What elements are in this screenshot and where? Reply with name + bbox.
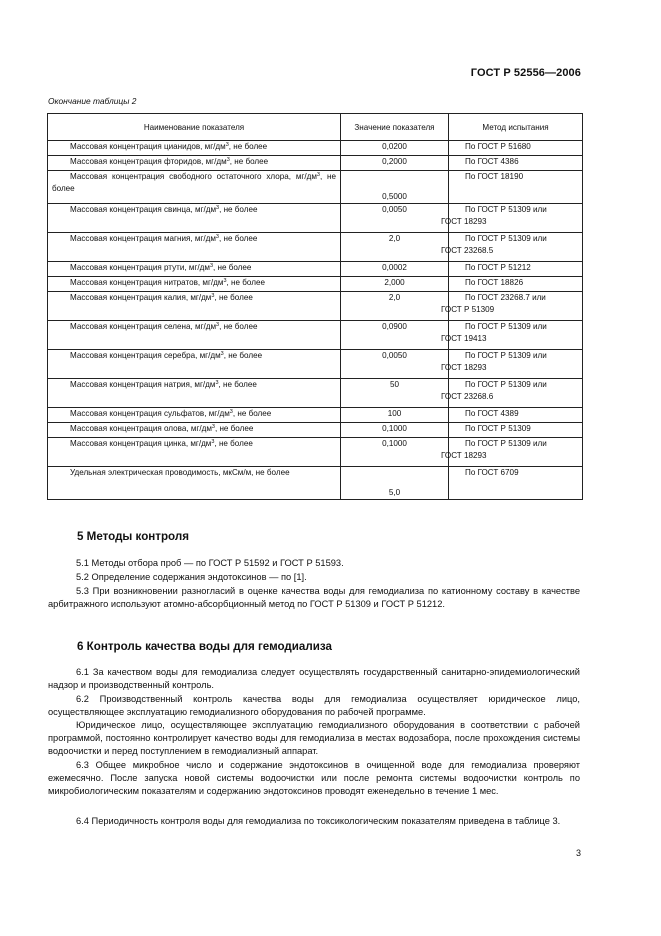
page-number: 3 [575,848,581,858]
test-method-cell [449,467,583,500]
indicator-value: 0,0002 [341,262,449,277]
test-method-cell [449,408,583,423]
indicator-value: 2,000 [341,277,449,292]
indicator-limit-suffix: , не более [214,424,254,433]
indicator-limit-suffix: , не более [218,380,257,389]
test-method-continuation: ГОСТ 18293 [441,362,487,372]
indicator-name: Массовая концентрация цинка, мг/дм [70,439,212,448]
test-method-continuation: ГОСТ 19413 [441,333,487,343]
indicator-name-cell [48,277,341,292]
indicator-value: 0,0050 [341,350,449,379]
indicator-limit-suffix: , не более [218,234,258,243]
indicator-name: Массовая концентрация селена, мг/дм [70,322,217,331]
indicator-value: 0,2000 [341,156,449,171]
table-row [48,277,583,292]
paragraph-6-2-cont: Юридическое лицо, осуществляющее эксплуатацию гемодиализного оборудования в соответствии с рабочей программой, постоянно контролирует качество воды для гемодиализа в местах водозабора, после прохождения системы водоочистки и перед поступлением в гемодиализный аппарат. [48,720,580,756]
paragraph-6-3: 6.3 Общее микробное число и содержание эндотоксинов в очищенной воде для гемодиализа проверяют ежемесячно. После запуска новой системы водоочистки или после ремонта системы водоочистки контроль по микробиологическим показателям и содержанию эндотоксинов проводят еженедельно в течение 1 мес. [48,760,580,796]
table-row [48,408,583,423]
indicator-name-cell [48,156,341,171]
table-row [48,141,583,156]
indicator-name: Массовая концентрация цианидов, мг/дм [70,142,226,151]
table-header-row [48,114,583,141]
table-row [48,292,583,321]
indicator-name-cell [48,438,341,467]
table-row [48,262,583,277]
test-method-continuation: ГОСТ 18293 [441,216,487,226]
test-method: По ГОСТ Р 51309 или [465,322,547,331]
unit-exponent: 3 [216,205,220,211]
test-method-cell [441,233,583,262]
indicator-value: 0,0200 [341,141,449,156]
column-header-value: Значение показателя [341,114,449,141]
test-method-cell [449,141,583,156]
unit-exponent: 3 [215,234,219,240]
test-method: По ГОСТ 18190 [465,172,524,181]
test-method: По ГОСТ 4386 [465,157,519,166]
test-method-cell [441,292,583,321]
table-row [48,233,583,262]
paragraph-6-4: 6.4 Периодичность контроля воды для гемодиализа по токсикологическим показателям приведена в таблице 3. [76,816,561,826]
indicator-name: Массовая концентрация магния, мг/дм [70,234,216,243]
test-method: По ГОСТ Р 51309 [465,424,531,433]
indicator-limit-suffix: , не более [219,322,258,331]
table-row [48,171,583,204]
test-method: По ГОСТ Р 51309 или [465,205,547,214]
indicator-limit-suffix: , не более [219,205,258,214]
test-method: По ГОСТ Р 51309 или [465,380,547,389]
unit-exponent: 3 [316,172,320,178]
indicator-value: 0,1000 [341,438,449,467]
indicator-limit-suffix: , не более [228,142,268,151]
test-method-cell [441,204,583,233]
table-row [48,438,583,467]
test-method-continuation: ГОСТ 18293 [441,450,487,460]
unit-exponent: 3 [216,322,220,328]
column-header-method: Метод испытания [449,114,583,141]
test-method: По ГОСТ Р 51212 [465,263,531,272]
test-method-cell [449,277,583,292]
indicator-limit-suffix: , не более [214,293,253,302]
test-method: По ГОСТ Р 51309 или [465,439,547,448]
indicator-limit-suffix: , не более [223,351,263,360]
table-row [48,379,583,408]
indicator-name-cell [48,233,341,262]
unit-exponent: 3 [211,293,215,299]
test-method: По ГОСТ 4389 [465,409,519,418]
unit-exponent: 3 [225,142,229,148]
unit-exponent: 3 [220,351,224,357]
test-method-cell [449,156,583,171]
indicator-value: 0,0900 [341,321,449,350]
test-method: По ГОСТ 23268.7 или [465,293,546,302]
test-method-cell [441,321,583,350]
unit-exponent: 3 [209,263,213,269]
indicator-name-cell [48,321,341,350]
indicator-value: 50 [341,379,449,408]
indicator-limit-suffix: , не более [229,157,269,166]
test-method-continuation: ГОСТ 23268.5 [441,245,494,255]
unit-exponent: 3 [215,380,219,386]
unit-exponent: 3 [211,424,215,430]
paragraph-6-2: 6.2 Производственный контроль качества воды для гемодиализа осуществляет юридическое лицо, осуществляющее эксплуатацию гемодиализного оборудования по рабочей программе. [48,694,580,717]
indicator-limit-suffix: , не более [232,409,272,418]
table-row [48,321,583,350]
test-method: По ГОСТ 6709 [465,468,519,477]
indicator-value: 0,1000 [341,423,449,438]
table-row [48,467,583,500]
indicator-limit-suffix: , не более [214,439,253,448]
indicator-value: 5,0 [341,467,449,500]
test-method: По ГОСТ Р 51309 или [465,234,547,243]
indicators-table [47,113,583,500]
test-method: По ГОСТ Р 51680 [465,142,531,151]
test-method-cell [449,171,583,204]
indicator-limit-suffix: , не более [226,278,265,287]
indicator-name-cell [48,292,341,321]
indicator-name: Массовая концентрация свинца, мг/дм [70,205,217,214]
column-header-name: Наименование показателя [48,114,341,141]
test-method-cell [449,423,583,438]
paragraph-5-2: 5.2 Определение содержания эндотоксинов — по [1]. [76,572,307,582]
table-body [48,141,583,500]
test-method-continuation: ГОСТ Р 51309 [441,304,495,314]
test-method-cell [449,262,583,277]
test-method: По ГОСТ 18826 [465,278,524,287]
indicator-name-cell [48,379,341,408]
indicator-value: 2,0 [341,292,449,321]
test-method: По ГОСТ Р 51309 или [465,351,547,360]
indicator-name: Массовая концентрация свободного остаточного хлора, мг/дм [70,172,317,181]
indicator-name: Массовая концентрация нитратов, мг/дм [70,278,224,287]
section-6-title: 6 Контроль качества воды для гемодиализа [77,640,332,653]
indicator-name: Массовая концентрация олова, мг/дм [70,424,212,433]
indicator-name-cell [48,141,341,156]
test-method-continuation: ГОСТ 23268.6 [441,391,494,401]
indicator-name: Массовая концентрация калия, мг/дм [70,293,212,302]
indicator-name-cell [48,262,341,277]
indicator-value: 0,0050 [341,204,449,233]
unit-exponent: 3 [229,409,233,415]
indicator-name-cell [48,350,341,379]
indicator-name-cell [48,204,341,233]
indicator-value: 0,5000 [341,171,449,204]
unit-exponent: 3 [211,439,215,445]
table-row [48,423,583,438]
indicator-name: Массовая концентрация серебра, мг/дм [70,351,221,360]
indicator-limit-suffix: , не более [52,172,337,193]
indicator-name: Массовая концентрация фторидов, мг/дм [70,157,227,166]
test-method-cell [441,379,583,408]
indicator-name-cell [48,467,341,500]
indicator-value: 2,0 [341,233,449,262]
section-5-title: 5 Методы контроля [77,530,189,543]
indicator-name-cell [48,423,341,438]
indicator-name: Массовая концентрация натрия, мг/дм [70,380,216,389]
indicator-name: Массовая концентрация ртути, мг/дм [70,263,210,272]
test-method-cell [441,438,583,467]
indicator-name: Удельная электрическая проводимость, мкСм/м, не более [70,468,290,477]
indicator-limit-suffix: , не более [213,263,252,272]
indicator-name-cell [48,171,341,204]
paragraph-6-1: 6.1 За качеством воды для гемодиализа следует осуществлять государственный санитарно-эпидемиологический надзор и производственный контроль. [48,667,580,690]
document-id: ГОСТ Р 52556—2006 [470,67,581,79]
table-row [48,204,583,233]
indicator-value: 100 [341,408,449,423]
paragraph-5-3: 5.3 При возникновении разногласий в оценке качества воды для гемодиализа по катионному составу в качестве арбитражного используют атомно-абсорбционный метод по ГОСТ Р 51309 и ГОСТ Р 51212. [48,586,580,609]
paragraph-5-1: 5.1 Методы отбора проб — по ГОСТ Р 51592 и ГОСТ Р 51593. [76,558,344,568]
test-method-cell [441,350,583,379]
indicator-name-cell [48,408,341,423]
unit-exponent: 3 [226,157,230,163]
table-caption: Окончание таблицы 2 [48,96,137,106]
table-row [48,350,583,379]
table-row [48,156,583,171]
unit-exponent: 3 [223,278,227,284]
indicator-name: Массовая концентрация сульфатов, мг/дм [70,409,230,418]
